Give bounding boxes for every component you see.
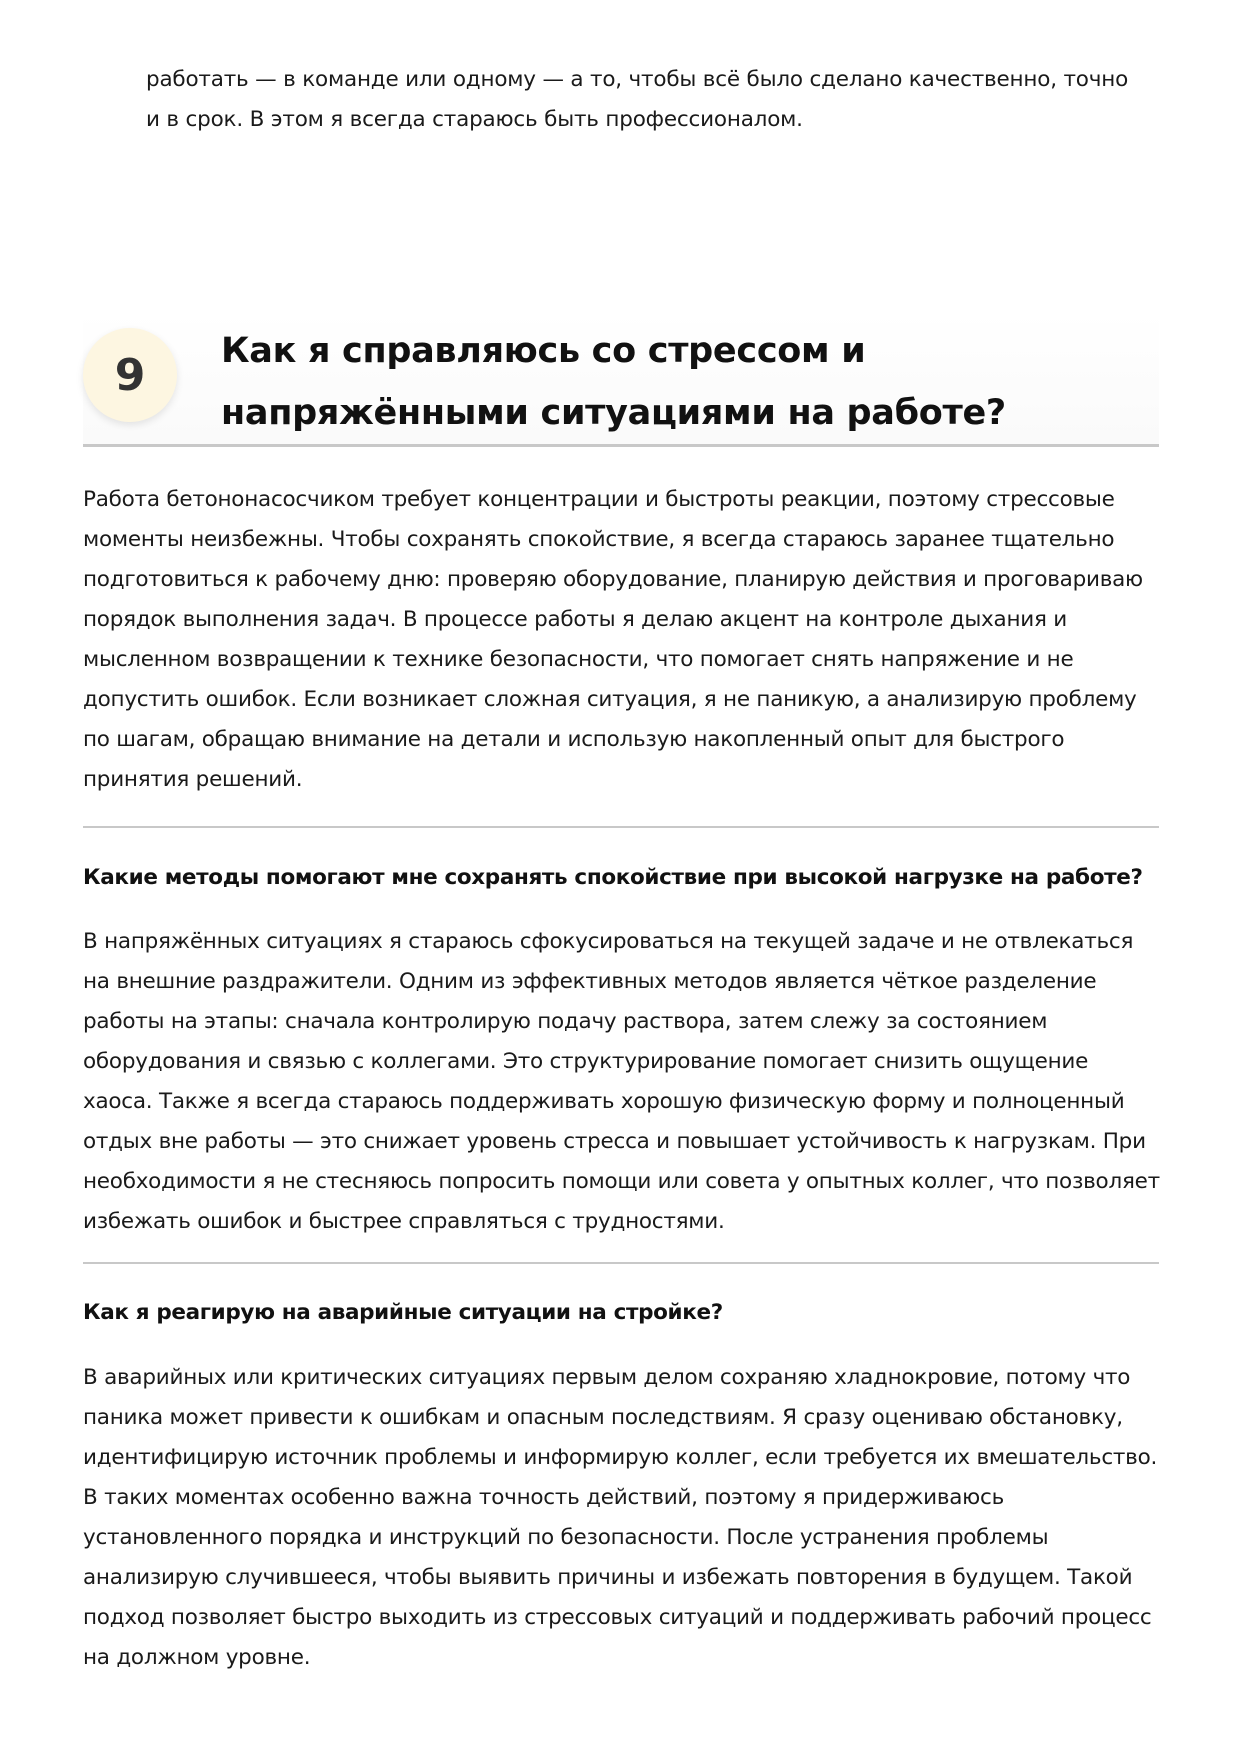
section-header	[83, 312, 1159, 447]
subsection-question: Как я реагирую на аварийные ситуации на стройке?	[83, 1300, 723, 1325]
section-title: Как я справляюсь со стрессом и напряжёнными ситуациями на работе?	[221, 331, 1006, 433]
subsection-answer: В аварийных или критических ситуациях первым делом сохраняю хладнокровие, потому что паника может привести к ошибкам и опасным последствиям. Я сразу оцениваю обстановку, идентифицирую источник проблемы и информирую коллег, если требуется их вмешательство. В таких моментах особенно важна точность действий, поэтому я придерживаюсь установленного порядка и инструкций по безопасности. После устранения проблемы анализирую случившееся, чтобы выявить причины и избежать повторения в будущем. Такой подход позволяет быстро выходить из стрессовых ситуаций и поддерживать рабочий процесс на должном уровне.	[83, 1365, 1158, 1670]
subsection-answer: В напряжённых ситуациях я стараюсь сфокусироваться на текущей задаче и не отвлекаться на внешние раздражители. Одним из эффективных методов является чёткое разделение работы на этапы: сначала контролирую подачу раствора, затем слежу за состоянием оборудования и связью с коллегами. Это структурирование помогает снизить ощущение хаоса. Также я всегда стараюсь поддерживать хорошую физическую форму и полноценный отдых вне работы — это снижает уровень стресса и повышает устойчивость к нагрузкам. При необходимости я не стесняюсь попросить помощи или совета у опытных коллег, что позволяет избежать ошибок и быстрее справляться с трудностями.	[83, 929, 1160, 1234]
section-number-badge: 9	[83, 328, 177, 422]
section-answer: Работа бетононасосчиком требует концентрации и быстроты реакции, поэтому стрессовые моменты неизбежны. Чтобы сохранять спокойствие, я всегда стараюсь заранее тщательно подготовиться к рабочему дню: проверяю оборудование, планирую действия и проговариваю порядок выполнения задач. В процессе работы я делаю акцент на контроле дыхания и мысленном возвращении к технике безопасности, что помогает снять напряжение и не допустить ошибок. Если возникает сложная ситуация, я не паникую, а анализирую проблему по шагам, обращаю внимание на детали и использую накопленный опыт для быстрого принятия решений.	[83, 487, 1143, 792]
divider	[83, 826, 1159, 828]
intro-paragraph: работать — в команде или одному — а то, чтобы всё было сделано качественно, точно и в срок. В этом я всегда стараюсь быть профессионалом.	[146, 67, 1129, 132]
subsection-question: Какие методы помогают мне сохранять спокойствие при высокой нагрузке на работе?	[83, 865, 1143, 890]
divider	[83, 1262, 1159, 1264]
